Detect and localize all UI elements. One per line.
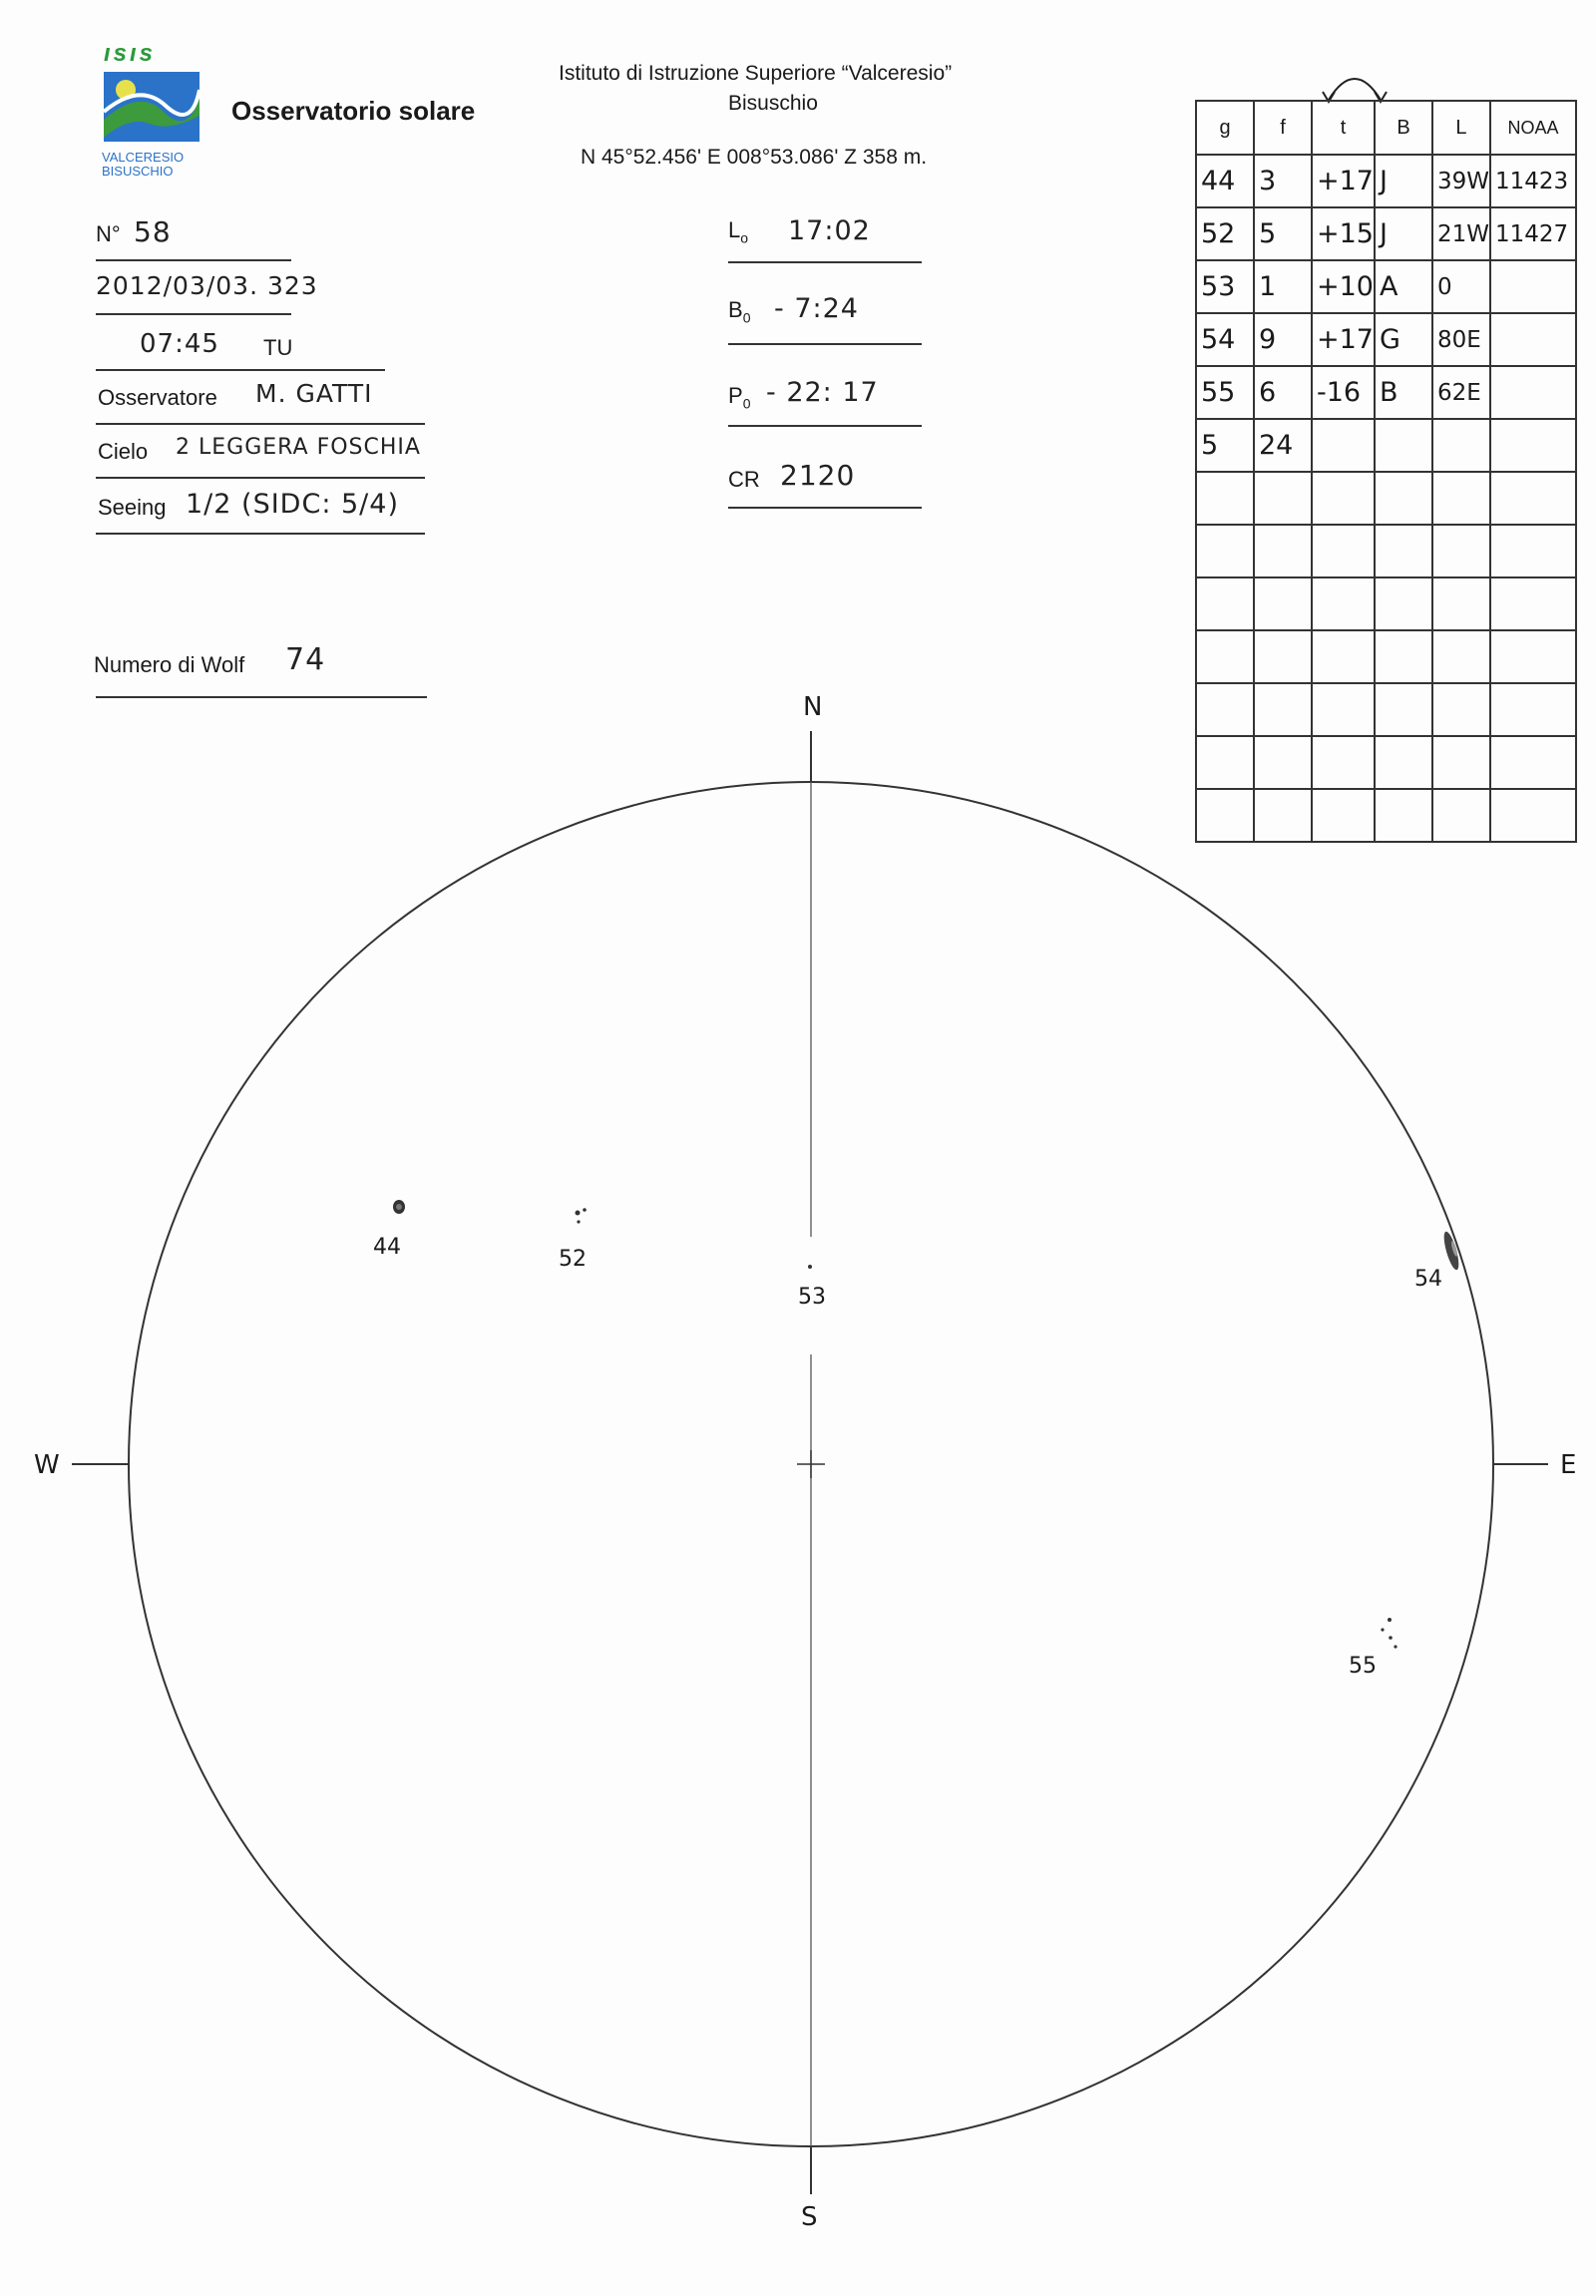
table-cell: -16 xyxy=(1312,366,1375,419)
institute-town: Bisuschio xyxy=(728,92,818,115)
header-l: L xyxy=(1432,101,1490,155)
sky-label: Cielo xyxy=(98,439,149,464)
table-cell: B xyxy=(1375,366,1432,419)
table-cell: +10 xyxy=(1312,260,1375,313)
table-cell: 5 xyxy=(1254,207,1312,260)
time-unit: TU xyxy=(263,335,293,360)
sunspot-group-55 xyxy=(1381,1618,1396,1649)
logo-line1: VALCERESIO xyxy=(102,150,185,165)
observer-label: Osservatore xyxy=(98,385,217,410)
number-value: 58 xyxy=(134,215,172,248)
l0-label: $L_o$ xyxy=(728,217,749,246)
observatory-title: Osservatorio solare xyxy=(231,96,476,126)
wolf-value: 74 xyxy=(285,642,326,677)
sunspot-group-53 xyxy=(808,1265,812,1269)
table-cell: 1 xyxy=(1254,260,1312,313)
table-cell: 24 xyxy=(1254,419,1312,472)
table-cell: 53 xyxy=(1196,260,1254,313)
group-label-54: 54 xyxy=(1414,1267,1442,1292)
table-cell: 11427 xyxy=(1490,207,1576,260)
group-label-55: 55 xyxy=(1349,1654,1377,1679)
table-cell: 0 xyxy=(1432,260,1490,313)
header-t: t xyxy=(1312,101,1375,155)
table-cell: 62E xyxy=(1432,366,1490,419)
b0-value: - 7:24 xyxy=(774,293,859,324)
sky-value: 2 LEGGERA FOSCHIA xyxy=(176,435,421,460)
seeing-label: Seeing xyxy=(98,495,167,520)
sunspot-group-44 xyxy=(393,1200,405,1214)
header-b: B xyxy=(1375,101,1432,155)
group-label-44: 44 xyxy=(373,1235,401,1260)
table-cell: 11423 xyxy=(1490,155,1576,207)
p0-value: - 22: 17 xyxy=(766,377,879,408)
axis-label-south: S xyxy=(801,2202,818,2232)
logo-top-text: ısıs xyxy=(104,40,157,67)
institute-name: Istituto di Istruzione Superiore “Valceresio” xyxy=(559,62,953,85)
site-coordinates: N 45°52.456' E 008°53.086' Z 358 m. xyxy=(581,146,928,169)
date-value: 2012/03/03. 323 xyxy=(96,271,318,300)
table-cell: G xyxy=(1375,313,1432,366)
p0-label: $P_0$ xyxy=(728,383,751,412)
wolf-label: Numero di Wolf xyxy=(94,652,245,677)
b0-label: $B_0$ xyxy=(728,297,751,326)
table-cell: 3 xyxy=(1254,155,1312,207)
logo-line2: BISUSCHIO xyxy=(102,164,174,179)
table-cell: 80E xyxy=(1432,313,1490,366)
table-cell: +15 xyxy=(1312,207,1375,260)
table-cell: 6 xyxy=(1254,366,1312,419)
table-cell: 39W xyxy=(1432,155,1490,207)
group-label-52: 52 xyxy=(559,1247,587,1272)
group-label-53: 53 xyxy=(798,1285,826,1310)
table-cell: +17 xyxy=(1312,313,1375,366)
header-g: g xyxy=(1196,101,1254,155)
seeing-value: 1/2 (SIDC: 5/4) xyxy=(186,489,399,520)
header-f: f xyxy=(1254,101,1312,155)
table-cell: 54 xyxy=(1196,313,1254,366)
table-cell: +17 xyxy=(1312,155,1375,207)
l0-value: 17:02 xyxy=(788,215,871,246)
number-label: N° xyxy=(96,221,121,246)
time-value: 07:45 xyxy=(140,329,219,359)
table-cell: J xyxy=(1375,207,1432,260)
table-cell: 21W xyxy=(1432,207,1490,260)
header-noaa: NOAA xyxy=(1490,101,1576,155)
cr-value: 2120 xyxy=(780,459,856,492)
table-cell: A xyxy=(1375,260,1432,313)
table-cell: 44 xyxy=(1196,155,1254,207)
axis-label-west: W xyxy=(34,1450,60,1480)
table-cell: J xyxy=(1375,155,1432,207)
table-cell: 9 xyxy=(1254,313,1312,366)
observer-value: M. GATTI xyxy=(255,379,373,408)
axis-label-east: E xyxy=(1560,1450,1577,1480)
cr-label: CR xyxy=(728,467,760,492)
axis-label-north: N xyxy=(803,692,823,722)
table-cell: 5 xyxy=(1196,419,1254,472)
table-cell: 52 xyxy=(1196,207,1254,260)
table-cell: 55 xyxy=(1196,366,1254,419)
sunspot-group-52 xyxy=(576,1208,587,1223)
